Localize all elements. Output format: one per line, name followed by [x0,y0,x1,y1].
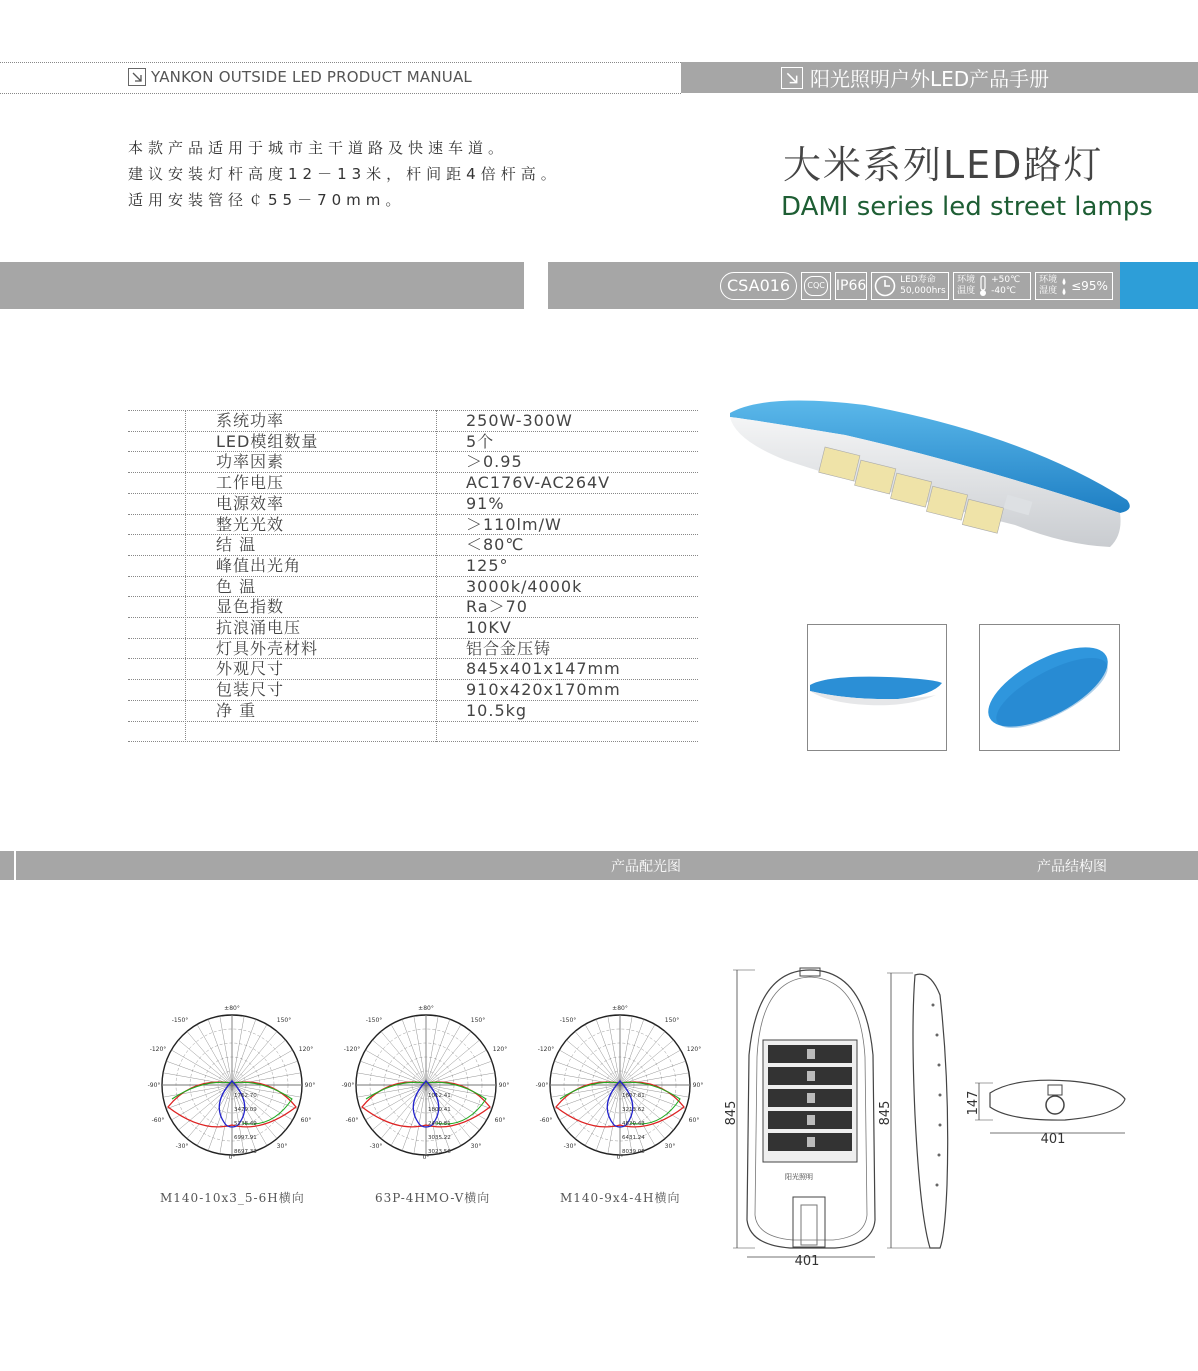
polar-angle-label: -120° [343,1046,361,1053]
polar-angle-label: 0° [228,1154,236,1161]
spec-value: 910x420x170mm [466,680,621,700]
polar-diagram [142,1003,322,1178]
header-bottom-rule [0,93,681,94]
spec-row [128,679,698,699]
spec-row [128,596,698,616]
product-title-cn: 大米系列LED路灯 [783,143,1104,187]
spec-value: ＜80℃ [466,535,525,555]
spec-name: 功率因素 [216,452,285,472]
spec-divider [436,410,437,742]
temp-high: +50℃ [991,274,1021,285]
polar-ring-value: 3023.56 [428,1149,451,1155]
section-bar-left-stub [0,851,14,880]
spec-row [128,514,698,534]
intro-line: 建议安装灯杆高度12－13米，杆间距4倍杆高。 [128,165,561,183]
header-left-title [128,66,472,88]
ip-text: IP66 [835,277,867,294]
polar-angle-label: 120° [492,1046,508,1053]
spec-value: 845x401x147mm [466,659,621,679]
polar-ring-value: 3213.62 [622,1107,645,1113]
polar-angle-label: 60° [494,1117,506,1124]
spec-name: 色 温 [216,576,257,596]
intro-line: 本款产品适用于城市主干道路及快速车道。 [128,139,509,157]
polar-ring-value: 3479.09 [234,1107,257,1113]
polar-angle-label: 60° [688,1117,700,1124]
polar-angle-label: -120° [537,1046,555,1053]
spec-value: AC176V-AC264V [466,473,611,493]
polar-angle-label: 150° [470,1017,486,1024]
csa-badge [720,272,797,300]
polar-ring-value: 3035.22 [428,1135,451,1141]
polar-angle-label: 30° [664,1143,676,1150]
spec-row [128,472,698,492]
hum-title: 湿度 [1039,285,1058,296]
polar-angle-label: -90° [341,1082,355,1089]
structure-drawing [715,965,1195,1270]
spec-row [128,451,698,471]
polar-ring-value: 6997.91 [234,1135,257,1141]
spec-value: ＞0.95 [466,452,523,472]
temp-low: -40℃ [991,285,1016,296]
dim-width-front: 401 [794,1254,820,1269]
csa-text: CSA016 [727,276,791,295]
intro-text [128,135,561,213]
ip-badge [835,272,867,300]
spec-row [128,617,698,637]
spec-name: 外观尺寸 [216,659,285,679]
humidity-badge [1035,272,1113,300]
polar-angle-label: 0° [616,1154,624,1161]
arrow-down-right-icon [781,67,803,89]
polar-angle-label: -60° [151,1117,165,1124]
spec-name: 工作电压 [216,473,285,493]
temp-title: 温度 [957,285,976,296]
polar-ring-value: 1012.41 [428,1093,451,1099]
header-right-title [681,62,1198,93]
photometric-heading: 产品配光图 [611,859,681,875]
polar-caption: M140-9x4-4H横向 [560,1191,681,1205]
polar-caption: 63P-4HMO-V横向 [375,1191,491,1205]
polar-ring-value: 5238.49 [234,1121,257,1127]
header-top-rule [0,62,681,63]
product-image-main [725,395,1135,555]
polar-diagram [530,1003,710,1178]
spec-row [128,638,698,658]
polar-caption: M140-10x3_5-6H横向 [160,1191,305,1205]
spec-name: 包装尺寸 [216,680,285,700]
spec-value: 91% [466,493,505,513]
dim-width-end: 401 [1040,1132,1066,1147]
brand-label: 阳光照明 [785,1173,813,1181]
polar-diagram [336,1003,516,1178]
polar-angle-label: -120° [149,1046,167,1053]
spec-rule [128,721,698,722]
polar-angle-label: ±80° [612,1005,628,1012]
spec-row [128,431,698,451]
cqc-text: CQC [804,276,828,296]
product-title-en: DAMI series led street lamps [781,192,1153,222]
polar-ring-value: 8697.33 [234,1149,257,1155]
hum-value: ≤95% [1071,278,1108,293]
dim-length-front: 845 [724,1100,739,1126]
polar-angle-label: 90° [498,1082,510,1089]
spec-row [128,700,698,720]
spec-name: 峰值出光角 [216,555,302,575]
spec-name: 抗浪涌电压 [216,618,302,637]
spec-row [128,493,698,513]
temp-title: 环境 [957,274,976,285]
polar-ring-value: 6431.24 [622,1135,645,1141]
life-title: LED寿命 [900,274,936,285]
polar-angle-label: 120° [298,1046,314,1053]
spec-value: 铝合金压铸 [466,638,552,658]
thermometer-icon [978,275,988,297]
section-bar-left [0,262,524,309]
led-life-badge [871,272,949,300]
polar-angle-label: -60° [539,1117,553,1124]
polar-angle-label: 60° [300,1117,312,1124]
polar-angle-label: -150° [171,1017,189,1024]
polar-angle-label: 30° [470,1143,482,1150]
spec-row [128,534,698,554]
spec-value: 3000k/4000k [466,576,583,596]
header-left-title-text: YANKON OUTSIDE LED PRODUCT MANUAL [151,68,472,86]
clock-icon [874,275,896,297]
section-bar-diagrams [16,851,1198,880]
spec-value: 250W-300W [466,411,573,430]
droplet-icon [1060,276,1068,296]
intro-line: 适用安装管径￠55－70mm。 [128,191,406,209]
structure-heading: 产品结构图 [1037,859,1107,875]
spec-name: 灯具外壳材料 [216,638,319,658]
polar-angle-label: ±80° [224,1005,240,1012]
polar-angle-label: 30° [276,1143,288,1150]
spec-value: 125° [466,555,509,575]
polar-angle-label: -60° [345,1117,359,1124]
polar-ring-value: 4820.43 [622,1121,645,1127]
spec-row [128,555,698,575]
polar-angle-label: -150° [365,1017,383,1024]
polar-angle-label: 90° [692,1082,704,1089]
spec-divider [185,410,186,742]
accent-bar [1120,262,1198,309]
spec-name: 净 重 [216,700,257,720]
polar-angle-label: ±80° [418,1005,434,1012]
polar-ring-value: 1800.41 [428,1107,451,1113]
hum-title: 环境 [1039,274,1058,285]
polar-angle-label: 120° [686,1046,702,1053]
spec-name: 整光光效 [216,514,285,534]
polar-angle-label: -30° [563,1143,577,1150]
spec-name: 电源效率 [216,493,285,513]
polar-ring-value: 8039.05 [622,1149,645,1155]
spec-row [128,576,698,596]
spec-row [128,658,698,678]
spec-value: 5个 [466,431,495,451]
spec-value: Ra＞70 [466,597,528,617]
polar-angle-label: 90° [304,1082,316,1089]
spec-rule [128,741,698,742]
spec-value: 10.5kg [466,700,528,720]
polar-angle-label: -150° [559,1017,577,1024]
header-right-title-text: 阳光照明户外LED产品手册 [810,67,1050,91]
polar-ring-value: 2400.81 [428,1121,451,1127]
cqc-badge [801,272,831,300]
polar-angle-label: 150° [276,1017,292,1024]
temperature-badge [953,272,1031,300]
arrow-down-right-icon [128,68,146,86]
polar-angle-label: -30° [369,1143,383,1150]
certification-badges [720,270,1113,301]
life-value: 50,000hrs [900,285,946,296]
polar-angle-label: -90° [147,1082,161,1089]
polar-angle-label: 150° [664,1017,680,1024]
spec-row [128,410,698,430]
polar-ring-value: 1607.81 [622,1093,645,1099]
spec-name: LED模组数量 [216,431,319,451]
dim-height: 147 [966,1090,981,1116]
spec-value: 10KV [466,618,512,637]
polar-angle-label: 0° [422,1154,430,1161]
product-image-top [979,624,1120,751]
polar-angle-label: -30° [175,1143,189,1150]
spec-name: 结 温 [216,535,257,555]
polar-angle-label: -90° [535,1082,549,1089]
product-image-side [807,624,947,751]
spec-name: 显色指数 [216,597,285,617]
spec-name: 系统功率 [216,411,285,430]
spec-value: ＞110lm/W [466,514,562,534]
polar-ring-value: 1762.70 [234,1093,257,1099]
dim-length-side: 845 [878,1100,893,1126]
